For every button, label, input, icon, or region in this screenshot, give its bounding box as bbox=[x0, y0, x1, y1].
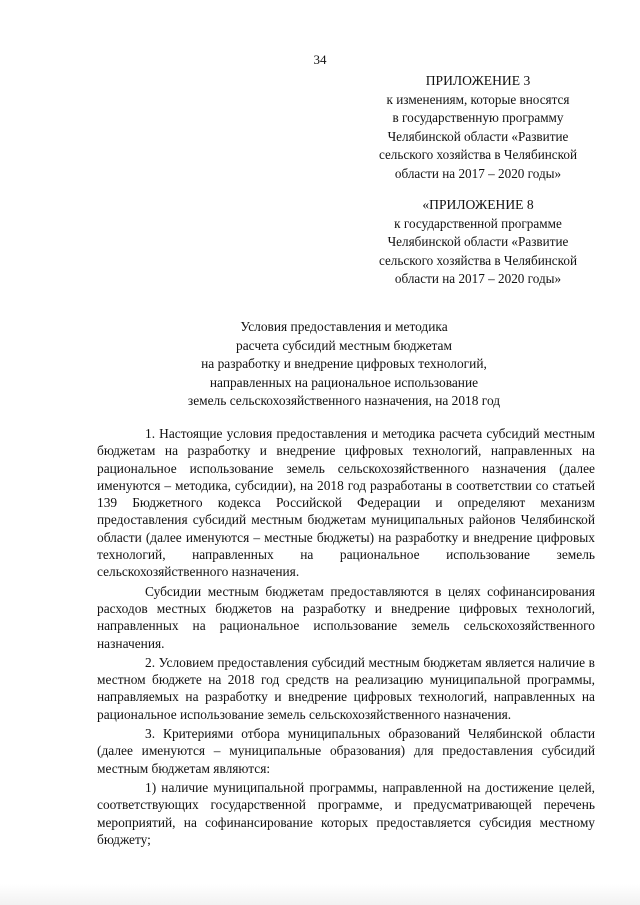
paragraph-1: 1. Настоящие условия предоставления и методика расчета субсидий местным бюджетам на разработку и внедрение цифровых технологий, направленных на рациональное использование земель сельскохозяйственного назначения (далее именуются – методика, субсидии), на 2018 год разработаны в соответствии со статьей 139 Бюджетного кодекса Российской Федерации и определяют механизм предоставления субсидий местным бюджетам муниципальных районов Челябинской области (далее именуются – местные бюджеты) на разработку и внедрение цифровых технологий, направленных на рациональное использование земель сельскохозяйственного назначения. bbox=[97, 426, 595, 580]
appendix-3-line: области на 2017 – 2020 годы» bbox=[394, 165, 562, 181]
appendix-3-line: к изменениям, которые вносятся bbox=[386, 91, 570, 107]
appendix-3-line: в государственную программу bbox=[392, 110, 564, 125]
document-title-line: Условия предоставления и методика bbox=[240, 319, 448, 334]
appendix-3-line: сельского хозяйства в Челябинской bbox=[378, 147, 578, 162]
page-bottom-edge bbox=[0, 884, 640, 905]
appendix-8-line: к государственной программе bbox=[394, 215, 562, 231]
paragraph-3: 3. Критериями отбора муниципальных образований Челябинской области (далее именуются – муниципальные образования) для предоставления субсидий местным бюджетам являются: bbox=[97, 726, 595, 776]
appendix-8-line: области на 2017 – 2020 годы» bbox=[394, 271, 562, 286]
appendix-3-line: Челябинской области «Развитие bbox=[387, 128, 569, 144]
appendix-8-title: «ПРИЛОЖЕНИЕ 8 bbox=[422, 197, 534, 212]
appendix-8-line: сельского хозяйства в Челябинской bbox=[378, 252, 578, 268]
appendix-3-title: ПРИЛОЖЕНИЕ 3 bbox=[425, 73, 531, 88]
document-title-line: расчета субсидий местным бюджетам bbox=[236, 337, 452, 353]
page-number: 34 bbox=[313, 52, 327, 67]
document-title-line: земель сельскохозяйственного назначения, на 2018 год bbox=[187, 393, 501, 408]
paragraph-2: 2. Условием предоставления субсидий местным бюджетам является наличие в местном бюджете на 2018 год средств на реализацию муниципальной программы, направляемых на разработку и внедрение цифровых технологий, направленных на рациональное использование земель сельскохозяйственного назначения. bbox=[97, 654, 595, 722]
paragraph-subsidies: Субсидии местным бюджетам предоставляются в целях софинансирования расходов местных бюджетов на разработку и внедрение цифровых технологий, направленных на рациональное использование земель сельскохозяйственного назначения. bbox=[97, 583, 595, 651]
appendix-8-header bbox=[352, 196, 604, 289]
appendix-8-line: Челябинской области «Развитие bbox=[387, 234, 569, 249]
document-title bbox=[150, 318, 538, 411]
document-title-line: направленных на рациональное использование bbox=[209, 374, 479, 390]
document-title-line: на разработку и внедрение цифровых технологий, bbox=[201, 356, 487, 371]
paragraph-3-item-1: 1) наличие муниципальной программы, направленной на достижение целей, соответствующих государственной программе, и предусматривающей перечень мероприятий, на софинансирование которых предоставляется субсидия местному бюджету; bbox=[97, 779, 595, 847]
document-body bbox=[97, 425, 595, 850]
appendix-3-header bbox=[352, 72, 604, 183]
